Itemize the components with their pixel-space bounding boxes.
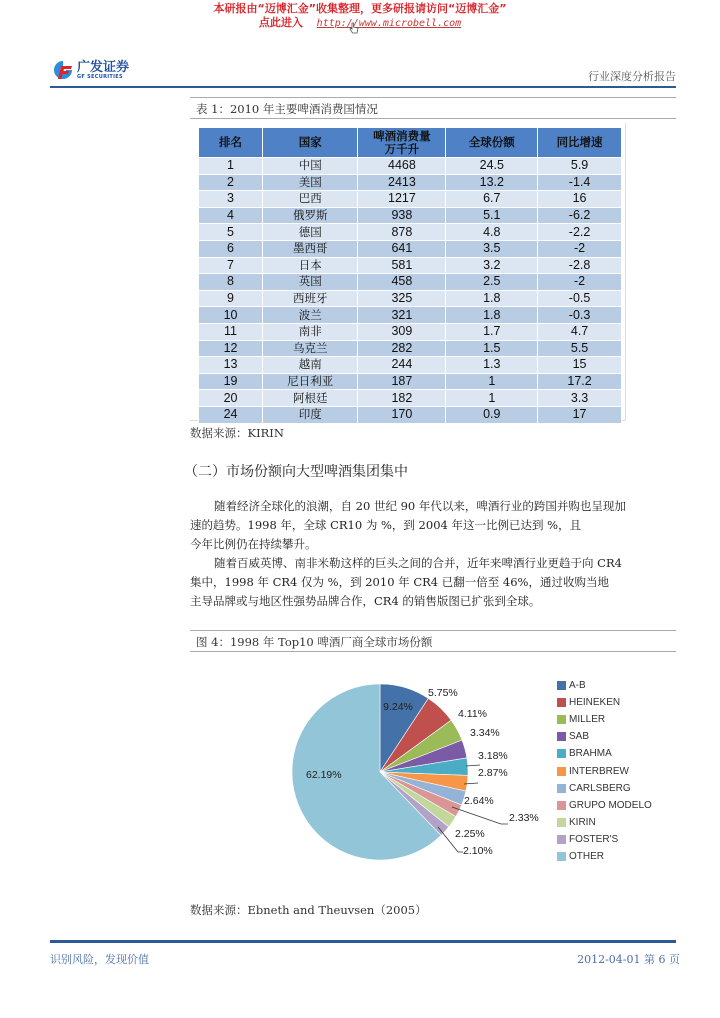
cell-growth: 16: [538, 191, 621, 207]
cell-growth: 5.5: [538, 341, 621, 357]
cell-growth: 17: [538, 407, 621, 423]
cell-share: 2.5: [446, 274, 537, 290]
data-label: 2.33%: [509, 812, 539, 824]
cell-share: 6.7: [446, 191, 537, 207]
page-header: [50, 60, 676, 88]
cell-rank: 1: [199, 158, 262, 174]
table-row: [199, 258, 621, 274]
figure-caption: 图 4：1998 年 Top10 啤酒厂商全球市场份额: [190, 630, 676, 652]
leader-line: [466, 765, 480, 766]
legend-item: [557, 711, 652, 728]
cell-country: 日本: [263, 258, 357, 274]
cell-growth: -0.3: [538, 307, 621, 323]
cell-consumption: 4468: [358, 158, 445, 174]
paragraph-line: 主导品牌或与地区性强势品牌合作，CR4 的销售版图已扩张到全球。: [190, 594, 541, 608]
legend-swatch: [557, 749, 566, 758]
cell-growth: -2.8: [538, 258, 621, 274]
legend-label: OTHER: [569, 850, 604, 862]
cell-rank: 11: [199, 324, 262, 340]
cell-rank: 20: [199, 390, 262, 406]
legend-label: HEINEKEN: [569, 697, 621, 709]
legend-label: INTERBREW: [569, 765, 629, 777]
cell-consumption: 581: [358, 258, 445, 274]
legend-swatch: [557, 801, 566, 810]
cell-growth: 3.3: [538, 390, 621, 406]
legend-swatch: [557, 698, 566, 707]
cell-country: 南非: [263, 324, 357, 340]
legend-item: [557, 831, 652, 848]
section-title: （二）市场份额向大型啤酒集团集中: [184, 464, 408, 480]
table-row: [199, 175, 621, 191]
legend-swatch: [557, 835, 566, 844]
cell-consumption: 187: [358, 374, 445, 390]
legend-label: BRAHMA: [569, 748, 612, 760]
cell-country: 尼日利亚: [263, 374, 357, 390]
legend-swatch: [557, 715, 566, 724]
gf-logo-icon: [52, 60, 74, 80]
report-type: 行业深度分析报告: [588, 70, 676, 83]
chart-legend: [557, 677, 652, 865]
data-label: 2.25%: [455, 828, 485, 840]
cell-growth: -2: [538, 274, 621, 290]
table-row: [199, 407, 621, 423]
legend-item: [557, 677, 652, 694]
cell-country: 越南: [263, 357, 357, 373]
footer-slogan: 识别风险，发现价值: [50, 953, 149, 966]
cell-rank: 3: [199, 191, 262, 207]
table-row: [199, 158, 621, 174]
legend-swatch: [557, 732, 566, 741]
cell-rank: 9: [199, 291, 262, 307]
cell-share: 1.3: [446, 357, 537, 373]
table-source: 数据来源：KIRIN: [190, 426, 284, 440]
table-row: [199, 291, 621, 307]
paragraph-line: 今年比例仍在持续攀升。: [190, 537, 317, 551]
cell-consumption: 282: [358, 341, 445, 357]
cell-growth: -2.2: [538, 224, 621, 240]
cell-share: 1: [446, 374, 537, 390]
data-label: 9.24%: [383, 701, 413, 713]
cell-consumption: 938: [358, 208, 445, 224]
cell-country: 巴西: [263, 191, 357, 207]
cell-share: 4.8: [446, 224, 537, 240]
table-row: [199, 208, 621, 224]
legend-item: [557, 797, 652, 814]
cell-rank: 2: [199, 175, 262, 191]
table-row: [199, 390, 621, 406]
paragraph-line: 随着经济全球化的浪潮，自 20 世纪 90 年代以来，啤酒行业的跨国并购也呈现加: [214, 499, 626, 513]
data-label: 3.18%: [478, 750, 508, 762]
cell-rank: 10: [199, 307, 262, 323]
legend-swatch: [557, 852, 566, 861]
legend-label: KIRIN: [569, 816, 596, 828]
cell-growth: 17.2: [538, 374, 621, 390]
cell-growth: 5.9: [538, 158, 621, 174]
data-label: 62.19%: [306, 769, 342, 781]
cell-consumption: 1217: [358, 191, 445, 207]
legend-item: [557, 814, 652, 831]
legend-item: [557, 728, 652, 745]
cell-share: 1.8: [446, 307, 537, 323]
promo-banner: [0, 2, 720, 31]
cell-country: 乌克兰: [263, 341, 357, 357]
cell-share: 13.2: [446, 175, 537, 191]
cell-growth: -0.5: [538, 291, 621, 307]
table-row: [199, 307, 621, 323]
footer-date-page: 2012-04-01 第 6 页: [577, 953, 680, 966]
legend-item: [557, 762, 652, 779]
cell-rank: 24: [199, 407, 262, 423]
cell-growth: 15: [538, 357, 621, 373]
cell-consumption: 641: [358, 241, 445, 257]
data-label: 5.75%: [428, 687, 458, 699]
paragraph-2: [190, 554, 680, 611]
cell-country: 美国: [263, 175, 357, 191]
cell-rank: 13: [199, 357, 262, 373]
cell-growth: -6.2: [538, 208, 621, 224]
legend-swatch: [557, 767, 566, 776]
legend-label: A-B: [569, 680, 586, 692]
cell-share: 24.5: [446, 158, 537, 174]
cell-consumption: 244: [358, 357, 445, 373]
cell-rank: 7: [199, 258, 262, 274]
table-row: [199, 191, 621, 207]
table-row: [199, 324, 621, 340]
paragraph-line: 随着百威英博、南非米勒这样的巨头之间的合并，近年来啤酒行业更趋于向 CR4: [214, 556, 622, 570]
col-header-rank: 排名: [199, 128, 262, 157]
table-row: [199, 241, 621, 257]
banner-link[interactable]: http://www.microbell.com: [316, 18, 462, 29]
cell-share: 3.2: [446, 258, 537, 274]
cell-rank: 8: [199, 274, 262, 290]
cell-rank: 19: [199, 374, 262, 390]
table-row: [199, 357, 621, 373]
legend-swatch: [557, 784, 566, 793]
cell-country: 英国: [263, 274, 357, 290]
figure-source: 数据来源：Ebneth and Theuvsen（2005）: [190, 903, 427, 917]
logo-en-text: GF SECURITIES: [77, 73, 123, 80]
cell-share: 3.5: [446, 241, 537, 257]
cell-country: 波兰: [263, 307, 357, 323]
legend-label: CARLSBERG: [569, 782, 631, 794]
cell-consumption: 2413: [358, 175, 445, 191]
cell-share: 0.9: [446, 407, 537, 423]
cell-growth: 4.7: [538, 324, 621, 340]
cell-country: 阿根廷: [263, 390, 357, 406]
data-label: 4.11%: [458, 708, 487, 720]
cell-country: 墨西哥: [263, 241, 357, 257]
cell-consumption: 458: [358, 274, 445, 290]
col-header-growth: 同比增速: [538, 128, 621, 157]
cell-consumption: 309: [358, 324, 445, 340]
enter-label: 点此进入: [258, 16, 303, 29]
col-header-country: 国家: [263, 128, 357, 157]
table-header-row: [199, 128, 621, 157]
beer-consumption-table: [198, 127, 622, 424]
col-header-share: 全球份额: [446, 128, 537, 157]
cell-country: 德国: [263, 224, 357, 240]
cell-consumption: 182: [358, 390, 445, 406]
data-label: 3.34%: [470, 727, 500, 739]
cell-growth: -1.4: [538, 175, 621, 191]
data-label: 2.10%: [463, 845, 493, 857]
market-share-pie-chart: [280, 680, 552, 870]
cell-growth: -2: [538, 241, 621, 257]
table-row: [199, 374, 621, 390]
paragraph-line: 集中，1998 年 CR4 仅为 %，到 2010 年 CR4 已翻一倍至 46%，通过收购当地: [190, 575, 609, 589]
legend-swatch: [557, 818, 566, 827]
legend-swatch: [557, 681, 566, 690]
legend-label: SAB: [569, 731, 590, 743]
logo-cn-text: 广发证券: [77, 59, 130, 75]
cell-country: 俄罗斯: [263, 208, 357, 224]
cell-rank: 5: [199, 224, 262, 240]
legend-item: [557, 780, 652, 797]
table-row: [199, 224, 621, 240]
cell-rank: 4: [199, 208, 262, 224]
hand-cursor-icon: [349, 22, 359, 34]
legend-label: FOSTER'S: [569, 833, 619, 845]
legend-label: MILLER: [569, 714, 606, 726]
legend-item: [557, 745, 652, 762]
cell-share: 1.8: [446, 291, 537, 307]
cell-share: 1.7: [446, 324, 537, 340]
col-header-consumption: 啤酒消费量万千升: [358, 128, 445, 157]
cell-rank: 6: [199, 241, 262, 257]
table-row: [199, 341, 621, 357]
company-logo: [52, 60, 129, 80]
legend-label: GRUPO MODELO: [569, 799, 652, 811]
paragraph-1: [190, 497, 680, 554]
data-label: 2.87%: [478, 767, 508, 779]
page-footer: [50, 940, 680, 966]
cell-consumption: 325: [358, 291, 445, 307]
cell-share: 5.1: [446, 208, 537, 224]
cell-consumption: 321: [358, 307, 445, 323]
table-caption: 表 1：2010 年主要啤酒消费国情况: [190, 97, 676, 119]
cell-rank: 12: [199, 341, 262, 357]
leader-line: [452, 807, 508, 824]
cell-country: 印度: [263, 407, 357, 423]
cell-consumption: 878: [358, 224, 445, 240]
cell-share: 1.5: [446, 341, 537, 357]
cell-share: 1: [446, 390, 537, 406]
legend-item: [557, 848, 652, 865]
data-label: 2.64%: [464, 795, 494, 807]
promo-banner-text: 本研报由“迈博汇金”收集整理，更多研报请访问“迈博汇金”: [213, 2, 507, 15]
paragraph-line: 速的趋势。1998 年，全球 CR10 为 %，到 2004 年这一比例已达到 %，且: [190, 518, 582, 532]
cell-country: 中国: [263, 158, 357, 174]
cell-country: 西班牙: [263, 291, 357, 307]
cell-consumption: 170: [358, 407, 445, 423]
table-row: [199, 274, 621, 290]
legend-item: [557, 694, 652, 711]
